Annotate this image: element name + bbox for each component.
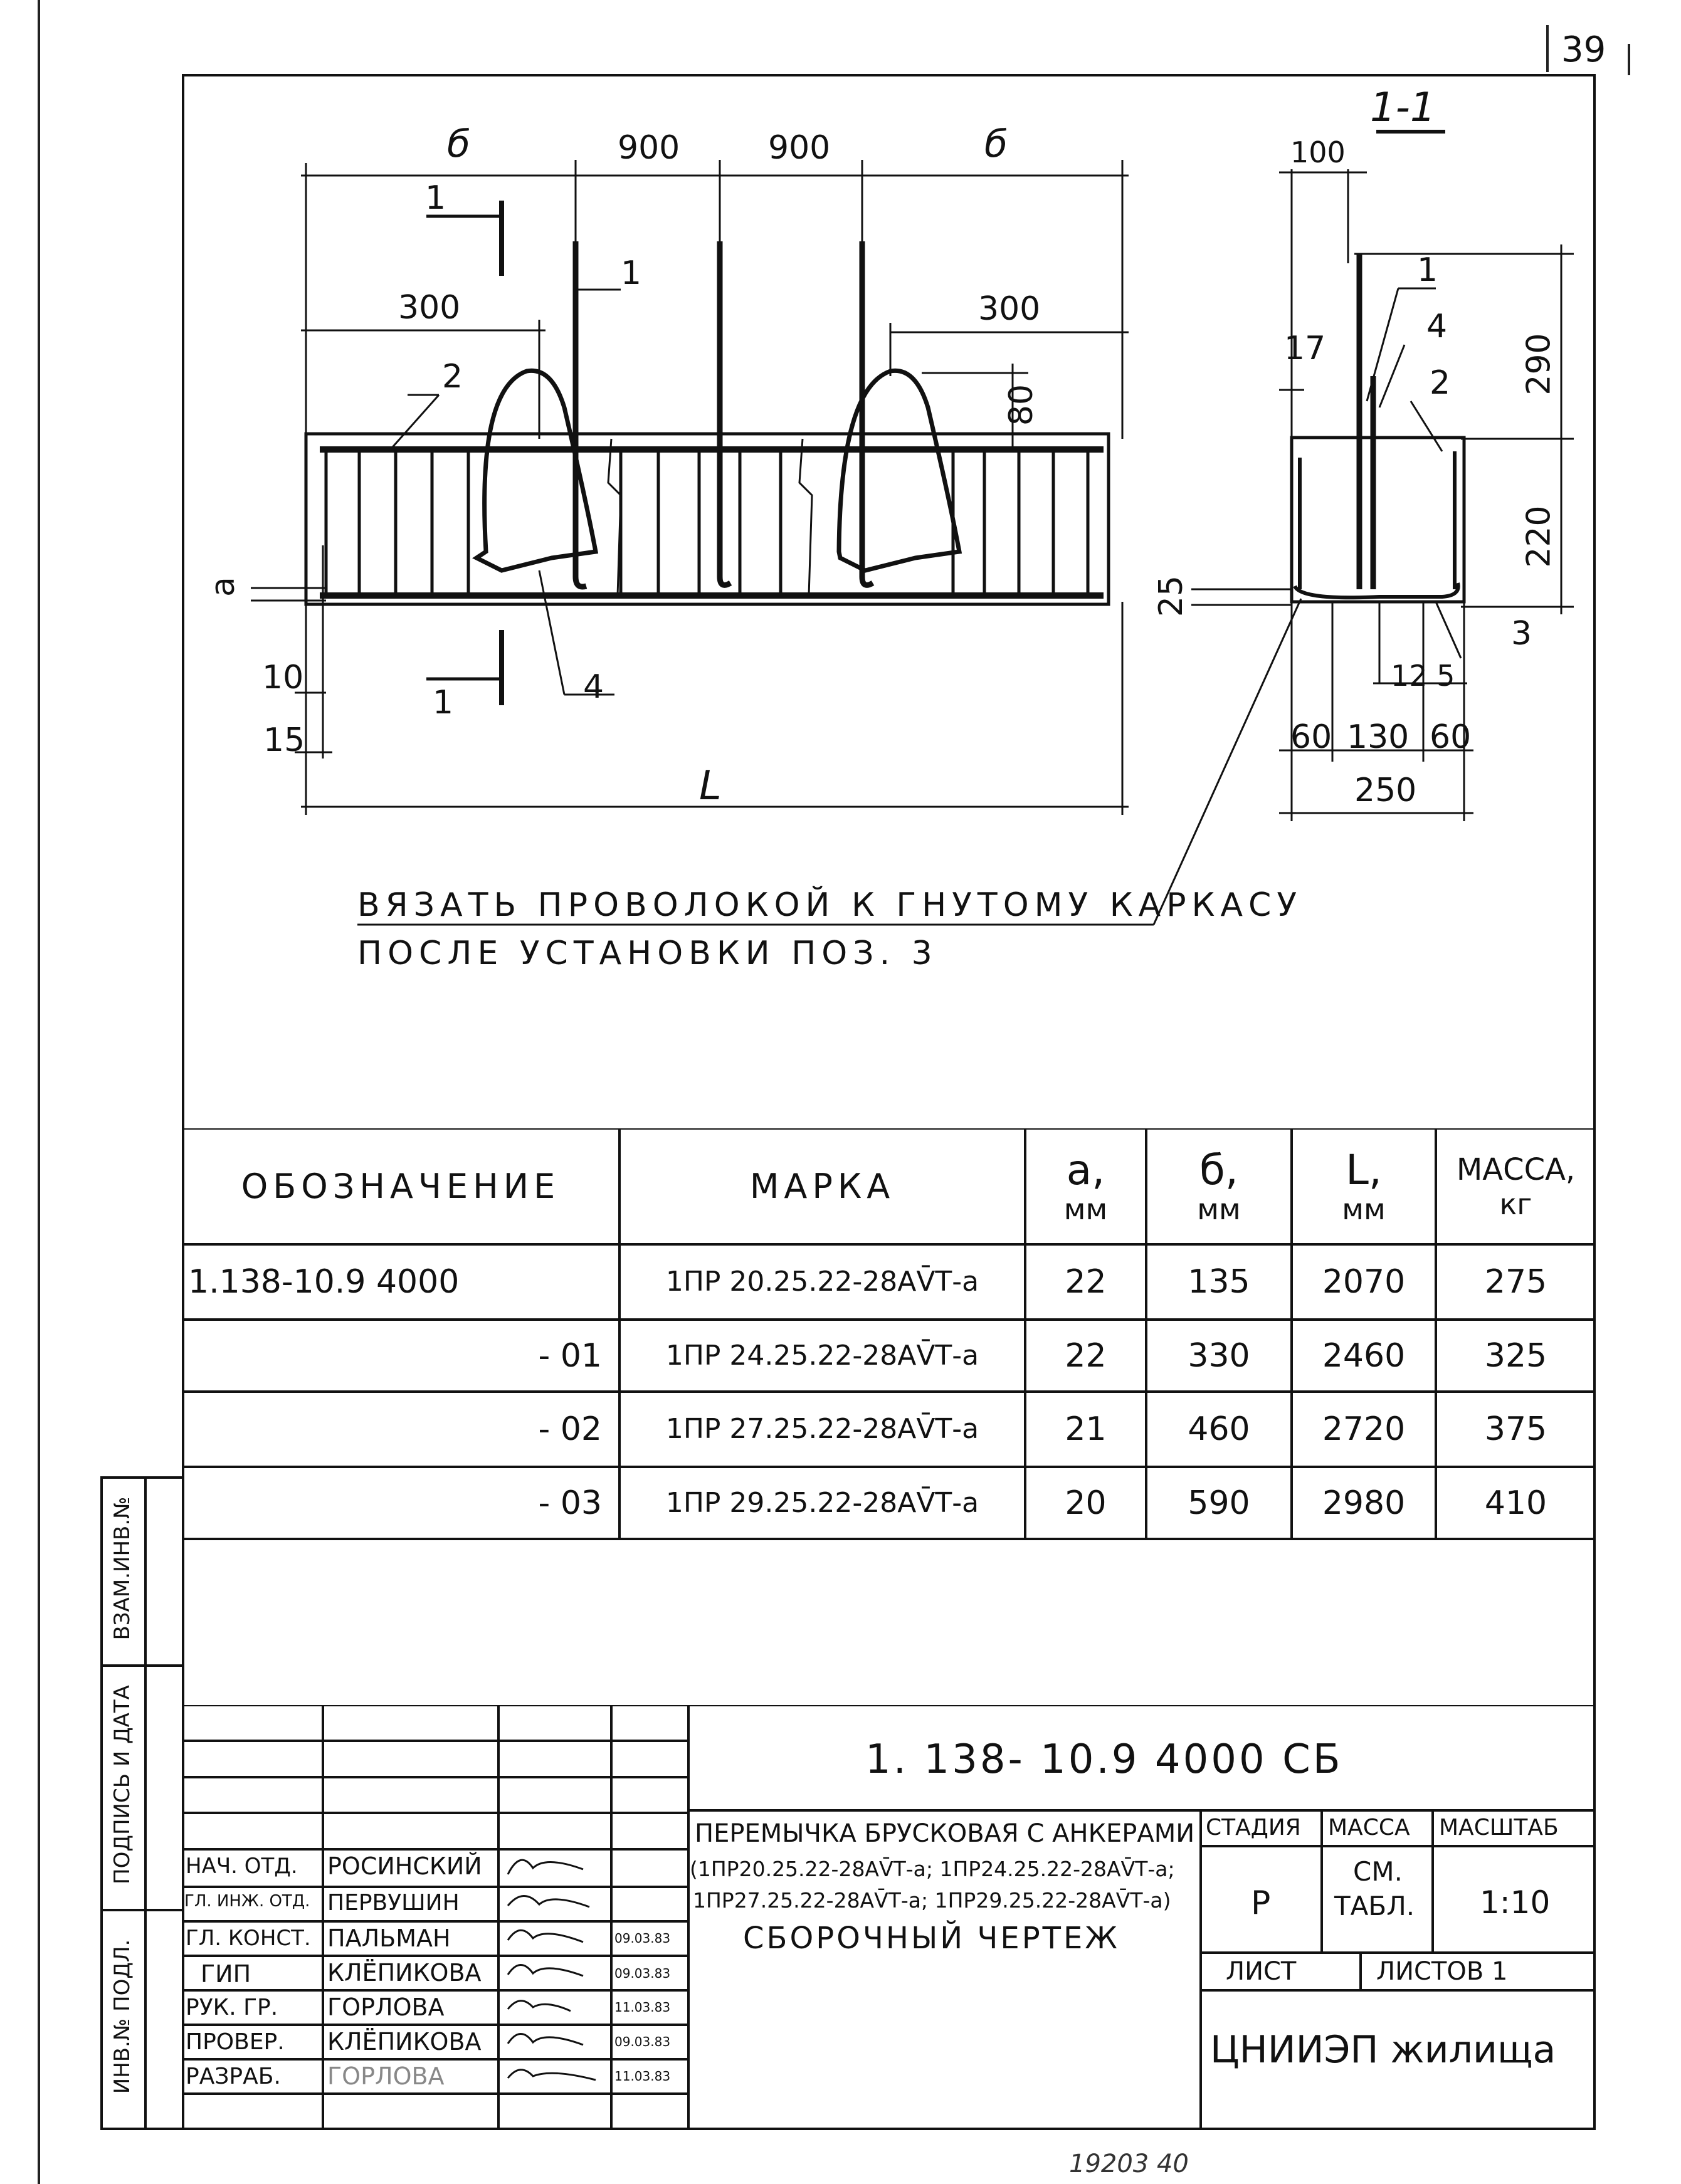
- note-line2: ПОСЛЕ УСТАНОВКИ ПОЗ. 3: [357, 935, 938, 972]
- title-line1: ПЕРЕМЫЧКА БРУСКОВАЯ С АНКЕРАМИ: [695, 1819, 1195, 1848]
- pos-s1: 1: [1417, 251, 1438, 289]
- title-line3: 1ПР27.25.22-28АV̄Т-а; 1ПР29.25.22-28АV̄Т-а): [693, 1888, 1171, 1913]
- dim-290: 290: [1520, 333, 1558, 396]
- sign-name-1: ПЕРВУШИН: [327, 1890, 460, 1916]
- sheets-label: ЛИСТОВ 1: [1376, 1957, 1508, 1986]
- table-row-2-mark: 1ПР 27.25.22-28АV̄Т-а: [665, 1413, 979, 1445]
- cut-1a: 1: [425, 179, 446, 217]
- sign-name-3: КЛЁПИКОВА: [327, 1959, 482, 1987]
- table-row-1-L: 2460: [1322, 1336, 1406, 1375]
- anchor-2: [720, 241, 730, 585]
- table-row-1-mark: 1ПР 24.25.22-28АV̄Т-а: [665, 1339, 979, 1372]
- table-row-2-L: 2720: [1322, 1410, 1406, 1448]
- signature-scribbles: [182, 1705, 688, 2130]
- dim-60b: 60: [1430, 718, 1472, 756]
- th-L-unit: мм: [1342, 1192, 1386, 1226]
- table-row-3-mark: 1ПР 29.25.22-28АV̄Т-а: [665, 1486, 979, 1519]
- anchor-3: [862, 241, 873, 585]
- th-a-unit: мм: [1063, 1192, 1108, 1226]
- dim-250: 250: [1354, 772, 1417, 809]
- sign-date-4: 11.03.83: [614, 2000, 671, 2015]
- dim-17: 17: [1284, 330, 1326, 367]
- side-strip-h2: [100, 1909, 184, 1911]
- sign-role-3: ГИП: [201, 1960, 251, 1988]
- side-inv: ИНВ.№ ПОДЛ.: [110, 1939, 135, 2094]
- table-row-2-designation: - 02: [538, 1410, 602, 1448]
- sign-name-4: ГОРЛОВА: [327, 1993, 445, 2021]
- mass-label: МАССА: [1328, 1815, 1410, 1840]
- mass-value-line2: ТАБЛ.: [1334, 1891, 1415, 1921]
- title-line4: СБОРОЧНЫЙ ЧЕРТЕЖ: [743, 1921, 1120, 1956]
- table-row-0-mass: 275: [1484, 1263, 1547, 1301]
- pos-1: 1: [621, 255, 642, 292]
- dim-L: L: [699, 763, 722, 809]
- pos-s4: 4: [1426, 308, 1448, 345]
- dim-b-left: б: [447, 122, 471, 166]
- note-line1: ВЯЗАТЬ ПРОВОЛОКОЙ К ГНУТОМУ КАРКАСУ: [357, 886, 1303, 924]
- page-number: 39: [1561, 29, 1606, 70]
- th-L-sym: L,: [1346, 1145, 1382, 1194]
- table-row-1-mass: 325: [1484, 1336, 1547, 1375]
- dim-220: 220: [1520, 505, 1558, 568]
- stage-label: СТАДИЯ: [1206, 1815, 1301, 1840]
- table-row-2-mass: 375: [1484, 1410, 1547, 1448]
- th-a: [1025, 1128, 1146, 1244]
- table-row-0-L: 2070: [1322, 1263, 1406, 1301]
- pos-4: 4: [583, 668, 604, 706]
- sign-role-4: РУК. ГР.: [186, 1995, 278, 2020]
- pos-2: 2: [442, 358, 463, 396]
- dim-900a: 900: [618, 129, 680, 167]
- title-block: [182, 1705, 1596, 2130]
- sign-role-5: ПРОВЕР.: [186, 2029, 285, 2055]
- table-row-0-a: 22: [1065, 1263, 1107, 1301]
- sign-role-6: РАЗРАБ.: [186, 2064, 281, 2089]
- th-b-sym: б,: [1199, 1145, 1238, 1194]
- table-row-3-designation: - 03: [538, 1484, 602, 1522]
- org-name: ЦНИИЭП жилища: [1210, 2028, 1556, 2072]
- pos-s2: 2: [1430, 364, 1451, 402]
- th-b-unit: мм: [1197, 1192, 1241, 1226]
- dim-60a: 60: [1290, 718, 1332, 756]
- stage-value: Р: [1251, 1884, 1271, 1922]
- sheet-label: ЛИСТ: [1226, 1957, 1297, 1986]
- title-line2: (1ПР20.25.22-28АV̄Т-а; 1ПР24.25.22-28АV̄Т-а;: [690, 1857, 1175, 1881]
- sign-date-6: 11.03.83: [614, 2069, 671, 2084]
- dim-100: 100: [1290, 135, 1346, 169]
- dim-15: 15: [263, 722, 305, 759]
- beam-outline: [306, 434, 1109, 604]
- dim-a: a: [204, 577, 242, 597]
- sign-role-1: ГЛ. ИНЖ. ОТД.: [184, 1892, 310, 1911]
- sign-name-2: ПАЛЬМАН: [327, 1924, 451, 1952]
- th-mark: МАРКА: [749, 1166, 895, 1206]
- table-row-0-b: 135: [1188, 1263, 1250, 1301]
- sign-role-2: ГЛ. КОНСТ.: [186, 1926, 311, 1951]
- table-row-2-a: 21: [1065, 1410, 1107, 1448]
- dim-80: 80: [1003, 384, 1041, 426]
- th-b: [1146, 1128, 1292, 1244]
- mass-value-line1: СМ.: [1353, 1856, 1403, 1887]
- dim-900b: 900: [768, 129, 831, 167]
- sign-date-3: 09.03.83: [614, 1966, 671, 1981]
- loop-anchor-right: [839, 370, 959, 570]
- sign-date-2: 09.03.83: [614, 1931, 671, 1946]
- section-outline: [1292, 438, 1464, 602]
- side-strip-divider: [144, 1476, 147, 2130]
- section-label: 1-1: [1370, 85, 1436, 131]
- side-vzam: ВЗАМ.ИНВ.№: [110, 1496, 135, 1641]
- scale-label: МАСШТАБ: [1439, 1815, 1559, 1840]
- pos-s3: 3: [1511, 615, 1532, 653]
- table-row-3-L: 2980: [1322, 1484, 1406, 1522]
- th-a-sym: a,: [1066, 1145, 1105, 1194]
- th-L: [1292, 1128, 1436, 1244]
- footer-note: 19203 40: [1069, 2150, 1189, 2178]
- dim-300b: 300: [978, 290, 1041, 328]
- scale-value: 1:10: [1480, 1884, 1551, 1921]
- sign-name-5: КЛЁПИКОВА: [327, 2028, 482, 2055]
- dim-b-right: б: [984, 122, 1008, 166]
- table-row-0-mark: 1ПР 20.25.22-28АV̄Т-а: [665, 1266, 979, 1298]
- table-row-1-designation: - 01: [538, 1336, 602, 1375]
- table-row-3-mass: 410: [1484, 1484, 1547, 1522]
- dim-300a: 300: [398, 289, 461, 327]
- table-row-3-b: 590: [1188, 1484, 1250, 1522]
- side-podpis: ПОДПИСЬ И ДАТА: [110, 1685, 135, 1884]
- th-mass: [1436, 1128, 1596, 1244]
- sign-name-0: РОСИНСКИЙ: [327, 1852, 482, 1880]
- table-row-2-b: 460: [1188, 1410, 1250, 1448]
- th-mass-label: МАССА,: [1456, 1152, 1576, 1187]
- dim-10: 10: [262, 659, 304, 696]
- th-mass-unit: кг: [1499, 1187, 1532, 1221]
- table-row-3-a: 20: [1065, 1484, 1107, 1522]
- cut-1b: 1: [433, 684, 454, 722]
- sign-role-0: НАЧ. ОТД.: [186, 1854, 298, 1879]
- spec-table: [182, 1128, 1596, 1542]
- table-row-1-a: 22: [1065, 1336, 1107, 1375]
- table-row-0-designation: 1.138-10.9 4000: [188, 1263, 460, 1301]
- side-strip-h1: [100, 1664, 184, 1667]
- sign-date-5: 09.03.83: [614, 2034, 671, 2049]
- th-designation: ОБОЗНАЧЕНИЕ: [241, 1166, 561, 1206]
- table-row-1-b: 330: [1188, 1336, 1250, 1375]
- dim-125: 12 5: [1391, 659, 1455, 693]
- dim-25: 25: [1152, 575, 1191, 617]
- title-doc-code: 1. 138- 10.9 4000 СБ: [865, 1736, 1343, 1783]
- dim-130: 130: [1347, 718, 1410, 756]
- sign-name-6: ГОРЛОВА: [327, 2062, 445, 2090]
